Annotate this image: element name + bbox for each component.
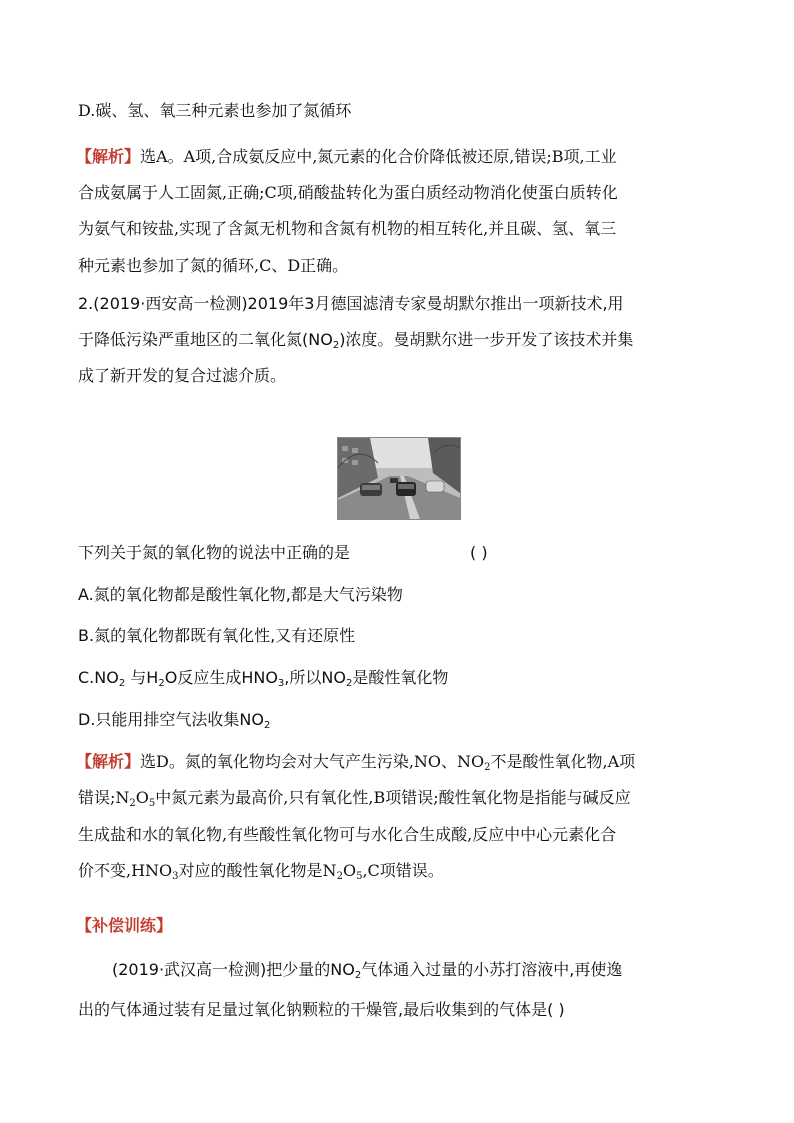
street-photo <box>337 437 461 520</box>
analysis-tag: 【解析】 <box>76 147 141 166</box>
analysis-tag-2: 【解析】 <box>76 752 141 771</box>
option-d-prev: D.碳、氢、氧三种元素也参加了氮循环 <box>78 101 352 120</box>
option-b: B.氮的氧化物都既有氧化性,又有还原性 <box>78 626 356 645</box>
question-2-line-1: 2.(2019·西安高一检测)2019年3月德国滤清专家曼胡默尔推出一项新技术,用 <box>78 294 624 313</box>
question-2-stem: 下列关于氮的氧化物的说法中正确的是 ( ) <box>78 543 488 562</box>
street-photo-image <box>338 438 460 519</box>
compensation-training-heading: 【补偿训练】 <box>76 916 173 935</box>
option-d: D.只能用排空气法收集$NO_2$ <box>78 710 271 731</box>
option-c: $C.NO_2$ 与$H_2O$反应生成$HNO_3$,所以$NO_2$是酸性氧化物 <box>78 668 449 689</box>
compensation-question-line-1: (2019·武汉高一检测)把少量的$NO_2$气体通入过量的小苏打溶液中,再使逸 <box>112 960 623 981</box>
analysis-2-line-4: 价不变$,HNO_3$对应的酸性氧化物是$N_2O_5,C$项错误。 <box>78 861 444 882</box>
analysis-1-line-1: 【解析】选A。A项,合成氨反应中,氮元素的化合价降低被还原,错误;B项,工业 <box>76 147 617 166</box>
compensation-question-line-2: 出的气体通过装有足量过氧化钠颗粒的干燥管,最后收集到的气体是( ) <box>78 1000 565 1019</box>
analysis-2-line-2: 错误$;N_2O_5$中氮元素为最高价,只有氧化性,B项错误;酸性氧化物是指能与碱反应 <box>78 788 631 809</box>
option-a: A.氮的氧化物都是酸性氧化物,都是大气污染物 <box>78 585 403 604</box>
question-2-line-3: 成了新开发的复合过滤介质。 <box>78 366 287 385</box>
analysis-1-line-2: 合成氨属于人工固氮,正确;C项,硝酸盐转化为蛋白质经动物消化使蛋白质转化 <box>78 183 618 202</box>
analysis-2-line-3: 生成盐和水的氧化物,有些酸性氧化物可与水化合生成酸,反应中中心元素化合 <box>78 825 617 844</box>
analysis-1-line-4: 种元素也参加了氮的循环,C、D正确。 <box>78 256 349 275</box>
analysis-2-line-1: 【解析】选D。氮的氧化物均会对大气产生污染,NO、$NO_2$不是酸性氧化物,A项 <box>76 752 636 773</box>
analysis-1-line-3: 为氨气和铵盐,实现了含氮无机物和含氮有机物的相互转化,并且碳、氢、氧三 <box>78 219 617 238</box>
question-2-line-2: 于降低污染严重地区的二氧化氮$(NO_2)$浓度。曼胡默尔进一步开发了该技术并集 <box>78 330 634 351</box>
answer-parentheses: ( ) <box>470 543 488 562</box>
